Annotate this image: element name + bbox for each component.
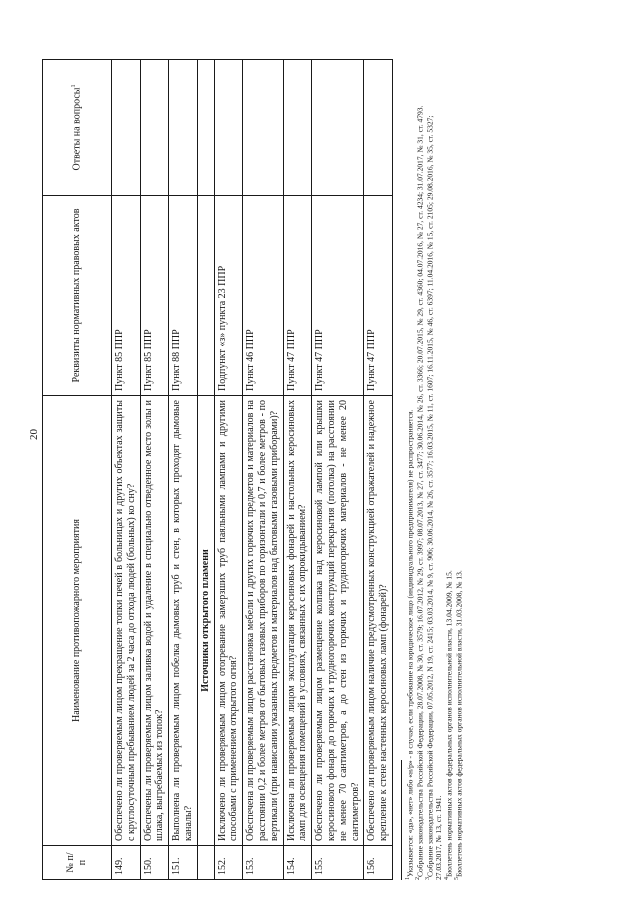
table-row	[112, 60, 141, 880]
row-text: Обеспечены ли проверяемым лицом заливка водой и удаление в специально отведенное место золы и шлака, выгребаемых из топок?	[140, 396, 169, 846]
section-empty-cell	[197, 60, 214, 196]
table-row	[214, 60, 243, 880]
row-text: Обеспечено ли проверяемым лицом размещение колпака над керосиновой лампой или крышки керосинового фонаря до горючих и трудногорючих конструкций перекрытия (потолка) на расстоянии не менее 70 сантиметров, а до стен из горючих и трудногорючих материалов - не менее 20 сантиметров?	[312, 396, 364, 846]
footnote: $^2$Собрание законодательства Российской Федерации, 28.07.2008, № 30, ст. 3579; 16.07.2012, № 29, ст. 3997; 08.07.2013, № 27, ст. 3477; 30.06.2014, № 26, ст. 3366; 20.07.2015, № 29, ст. 4360; 04.07.2016, № 27, ст. 4234; 31.07.2017, № 31, ст. 4793.	[415, 105, 425, 880]
row-act: Пункт 85 ППР	[112, 196, 141, 396]
footnote: $^1$Указывается: «да», «нет» либо «н/р» - в случае, если требование на юридическое лицо (индивидуального предпринимателя) не распространяется.	[404, 409, 415, 880]
row-answer[interactable]	[169, 60, 198, 196]
row-act: Пункт 47 ППР	[364, 196, 393, 396]
table-row	[283, 60, 312, 880]
row-text: Выполнена ли проверяемым лицом побелка дымовых труб и стен, в которых проходят дымовые каналы?	[169, 396, 198, 846]
section-empty-cell	[197, 196, 214, 396]
row-act: Пункт 85 ППР	[140, 196, 169, 396]
row-act: Подпункт «з» пункта 23 ППР	[214, 196, 243, 396]
table-row	[169, 60, 198, 880]
row-answer[interactable]	[364, 60, 393, 196]
row-answer[interactable]	[112, 60, 141, 196]
section-title: Источники открытого пламени	[197, 396, 214, 846]
row-num: 151.	[169, 846, 198, 880]
row-num: 155.	[312, 846, 364, 880]
footnote-divider	[401, 760, 402, 880]
row-act: Пункт 88 ППР	[169, 196, 198, 396]
section-empty-cell	[197, 846, 214, 880]
table-row	[312, 60, 364, 880]
header-answers	[43, 60, 112, 196]
table-header-row	[43, 60, 112, 880]
header-answers-sup: 1	[70, 84, 77, 88]
row-num: 154.	[283, 846, 312, 880]
table-row	[243, 60, 283, 880]
row-text: Исключена ли проверяемым лицом эксплуатация керосиновых фонарей и настольных керосиновых ламп для освещения помещений в условиях, связанных с их опрокидыванием?	[283, 396, 312, 846]
row-answer[interactable]	[243, 60, 283, 196]
header-name: Наименование противопожарного мероприятия	[43, 396, 112, 846]
footnotes	[401, 100, 464, 880]
row-act: Пункт 47 ППР	[312, 196, 364, 396]
header-num: № п/п	[43, 846, 112, 880]
row-text: Обеспечена ли проверяемым лицом расстановка мебели и других горючих предметов и материалов на расстоянии 0,2 и более метров от бытовых газовых приборов по горизонтали и 0,7 и более метров - по вертикали (при нависании указанных предметов и материалов над бытовыми газовыми приборами)?	[243, 396, 283, 846]
row-num: 156.	[364, 846, 393, 880]
table-row	[364, 60, 393, 880]
footnote: $^4$Бюллетень нормативных актов федеральных органов исполнительной власти, 13.04.2009, № 15.	[443, 570, 454, 880]
page-number: 20	[28, 429, 40, 440]
row-answer[interactable]	[312, 60, 364, 196]
footnote: $^3$Собрание законодательства Российской Федерации, 07.05.2012, N 19, ст. 2415; 03.03.2014, № 9, ст. 906; 30.06.2014, № 26, ст. 3577; 16.03.2015, № 11, ст. 1607; 16.11.2015, № 46, ст. 6397; 11.04.2016, № 15, ст. 2105; 29.08.2016, № 35, ст. 5327; 27.03.2017, № 13, ст. 1941.	[425, 115, 444, 880]
section-row	[197, 60, 214, 880]
row-num: 153.	[243, 846, 283, 880]
row-answer[interactable]	[140, 60, 169, 196]
row-text: Обеспечено ли проверяемым лицом прекращение топки печей в больницах и других объектах защиты с круглосуточным пребыванием людей за 2 часа до отхода людей (больных) ко сну?	[112, 396, 141, 846]
row-act: Пункт 47 ППР	[283, 196, 312, 396]
header-acts: Реквизиты нормативных правовых актов	[43, 196, 112, 396]
row-text: Исключено ли проверяемым лицом отогревание замерзших труб паяльными лампами и другими способами с применением открытого огня?	[214, 396, 243, 846]
row-act: Пункт 46 ППР	[243, 196, 283, 396]
header-answers-label: Ответы на вопросы	[71, 87, 83, 171]
row-num: 149.	[112, 846, 141, 880]
row-answer[interactable]	[283, 60, 312, 196]
row-answer[interactable]	[214, 60, 243, 196]
row-text: Обеспечено ли проверяемым лицом наличие предусмотренных конструкцией отражателей и надежное крепление к стене настенных керосиновых ламп (фонарей)?	[364, 396, 393, 846]
row-num: 150.	[140, 846, 169, 880]
footnote: $^5$Бюллетень нормативных актов федеральных органов исполнительной власти, 31.03.2008, № 13.	[454, 570, 464, 880]
rotated-page-content	[42, 60, 602, 880]
table-row	[140, 60, 169, 880]
row-num: 152.	[214, 846, 243, 880]
fire-safety-checklist-table	[42, 59, 393, 880]
